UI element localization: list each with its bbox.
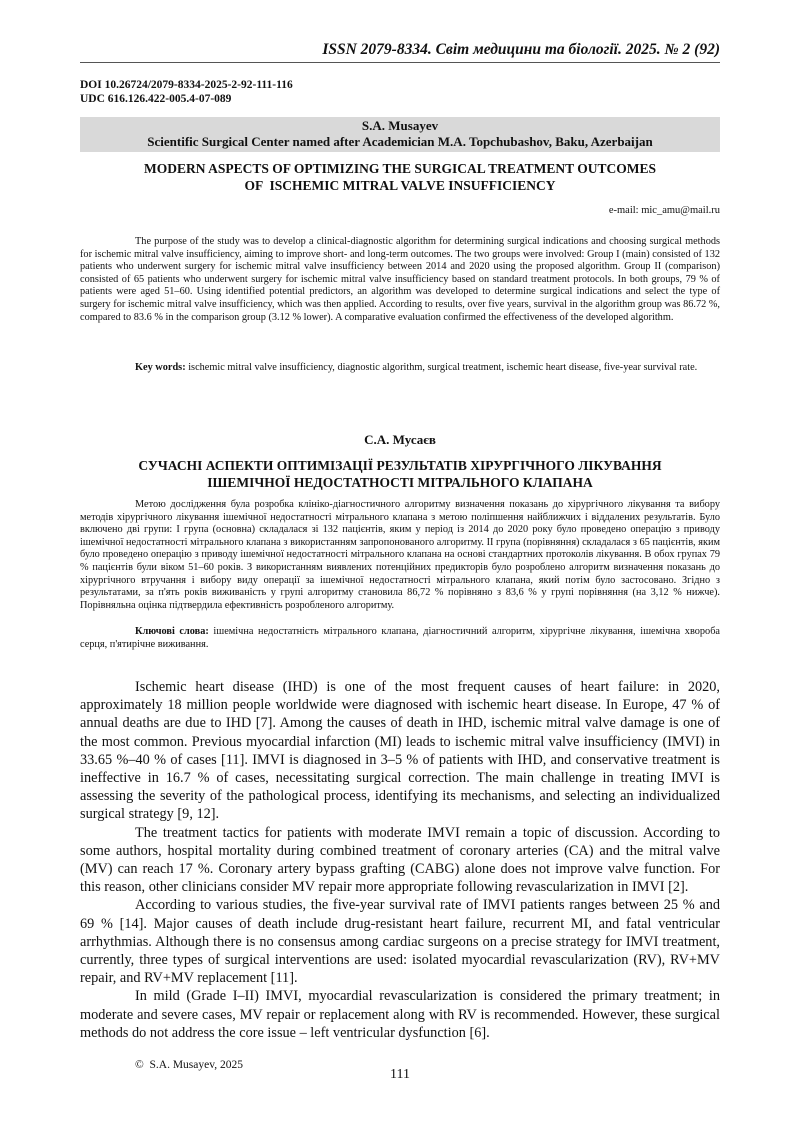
affiliation-en: Scientific Surgical Center named after Academician M.A. Topchubashov, Baku, Azerbaijan — [147, 134, 653, 149]
keywords-en-label: Key words: — [135, 362, 186, 373]
doi: DOI 10.26724/2079-8334-2025-2-92-111-116 — [80, 79, 293, 91]
copyright: © S.A. Musayev, 2025 — [135, 1059, 243, 1071]
author-ua: С.А. Мусаєв — [364, 432, 436, 447]
body-paragraph: In mild (Grade I–II) IMVI, myocardial revascularization is considered the primary treatment; in moderate and severe cases, MV repair or replacement along with RV is recommended. However, these surgical methods do not address the core issue – left ventricular dysfunction [6]. — [80, 988, 720, 1041]
title-en-line2: OF ISCHEMIC MITRAL VALVE INSUFFICIENCY — [244, 178, 556, 193]
keywords-ua — [80, 626, 720, 651]
abstract-ua: Метою дослідження була розробка клініко-діагностичного алгоритму визначення показань до хірургічного лікування та вибору методів хірургічного лікування ішемічної недостатності мітрального клапана з метою поліпшення найближчих і віддалених результатів. Було включено дві групи: І група (основна) складалася зі 132 пацієнтів, яким у період із 2014 до 2020 року було проведено операцію з приводу ішемічної недостатності мітрального клапана з використанням запропонованого алгоритму. ІІ група (порівняння) складалася з 65 пацієнтів, яким було проведено операцію з приводу ішемічної недостатності мітрального клапана на основі стандартних протоколів лікування. В обох групах 79 % пацієнтів були віком 51–60 років. З використанням виявлених потенційних предикторів було розроблено алгоритм визначення показань до хірургічного втручання і вибору виду операції за ішемічної недостатності мітрального клапана, який потім було застосовано. Згідно з результатами, за п'ять років виживаність у групі алгоритму становила 86,72 % порівняно з 83,6 % у групі порівняння (на 3,12 % нижче). Порівняльна оцінка підтвердила ефективність розробленого алгоритму. — [80, 499, 720, 611]
author-en: S.A. Musayev — [361, 118, 439, 133]
abstract-en: The purpose of the study was to develop a clinical-diagnostic algorithm for determining surgical indications and choosing surgical methods for ischemic mitral valve insufficiency, aiming to improve short- and long-term outcomes. The two groups were involved: Group I (main) consisted of 132 patients who underwent surgery for ischemic mitral valve insufficiency between 2014 and 2020 using the proposed algorithm. Group II (comparison) consisted of 65 patients who underwent surgery for ischemic mitral valve insufficiency based on standard treatment protocols. In both groups, 79 % of patients were aged 51–60. Using identified potential predictors, an algorithm was developed to determine surgical indications and select the type of surgery for ischemic mitral valve insufficiency, which was then applied. According to results, over five years, survival in the algorithm group was 86.72 %, compared to 83.6 % in the comparison group (3.12 % lower). A comparative evaluation confirmed the effectiveness of the developed algorithm. — [80, 236, 720, 323]
keywords-en — [80, 362, 720, 375]
journal-header: ISSN 2079-8334. Світ медицини та біології. 2025. № 2 (92) — [322, 41, 720, 58]
body-paragraph: According to various studies, the five-year survival rate of IMVI patients ranges between 25 % and 69 % [14]. Major causes of death include drug-resistant heart failure, recurrent MI, and fatal ventricular arrhythmias. Although there is no consensus among cardiac surgeons on a precise strategy for IMVI treatment, currently, three types of surgical interventions are used: isolated myocardial revascularization (RV), RV+MV repair, and RV+MV replacement [11]. — [80, 897, 720, 987]
email: e-mail: mic_amu@mail.ru — [608, 205, 720, 216]
keywords-ua-text: ішемічна недостатність мітрального клапана, діагностичний алгоритм, хірургічне лікування, ішемічна хвороба серця, п'ятирічне виживання. — [80, 626, 720, 650]
page-number: 111 — [390, 1067, 410, 1082]
body-paragraph: The treatment tactics for patients with moderate IMVI remain a topic of discussion. According to some authors, hospital mortality during combined treatment of coronary arteries (CA) and the mitral valve (MV) can reach 17 %. Coronary artery bypass grafting (CABG) alone does not improve valve function. For this reason, other clinicians consider MV repair more appropriate following revascularization in IMVI [2]. — [80, 824, 720, 896]
keywords-en-text: ischemic mitral valve insufficiency, diagnostic algorithm, surgical treatment, ischemic heart disease, five-year survival rate. — [185, 362, 698, 373]
article-body — [80, 678, 720, 1042]
keywords-ua-label: Ключові слова: — [135, 626, 209, 637]
title-ua-line1: СУЧАСНІ АСПЕКТИ ОПТИМІЗАЦІЇ РЕЗУЛЬТАТІВ ХІРУРГІЧНОГО ЛІКУВАННЯ — [138, 458, 662, 473]
udc: UDC 616.126.422-005.4-07-089 — [80, 93, 232, 105]
header-rule — [80, 62, 720, 63]
title-ua — [80, 457, 720, 491]
article-meta — [80, 78, 293, 106]
author-block — [80, 117, 720, 152]
title-en — [80, 160, 720, 194]
body-paragraph: Ischemic heart disease (IHD) is one of the most frequent causes of heart failure: in 2020, approximately 18 million people worldwide were diagnosed with ischemic heart disease. In Europe, 47 % of annual deaths are due to IHD [7]. Among the causes of death in IHD, ischemic mitral valve damage is one of the most common. Previous myocardial infarction (MI) leads to ischemic mitral valve insufficiency (IMVI) in 33.65 %–40 % of cases [11]. IMVI is diagnosed in 3–5 % of patients with IHD, and conservative treatment is ineffective in 16.7 % of cases, necessitating surgical correction. The main challenge in treating IMVI is assessing the severity of the pathological process, identifying its mechanisms, and selecting an individualized surgical strategy [9, 12]. — [80, 679, 720, 823]
title-ua-line2: ІШЕМІЧНОЇ НЕДОСТАТНОСТІ МІТРАЛЬНОГО КЛАПАНА — [207, 475, 593, 490]
title-en-line1: MODERN ASPECTS OF OPTIMIZING THE SURGICAL TREATMENT OUTCOMES — [144, 161, 656, 176]
